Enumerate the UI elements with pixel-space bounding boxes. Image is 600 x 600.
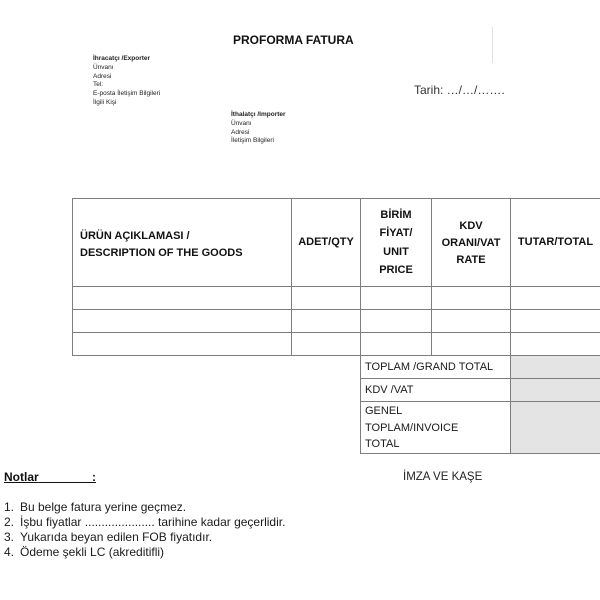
goods-table [72,198,600,454]
column-header-quantity [291,198,361,287]
note-number: 4. [4,545,15,559]
importer-field-title: Ünvanı [231,119,252,127]
date-field: Tarih: …/…/……. [414,83,505,97]
importer-block [231,111,286,146]
note-item [4,500,285,515]
total-label-line: TOPLAM/INVOICE [365,421,459,434]
exporter-field-phone: Tel: [93,81,104,89]
importer-heading: İthalatçı /Importer [231,111,286,118]
exporter-heading: İhracatçı /Exporter [93,55,151,62]
invoice-total-label [360,401,511,454]
table-cell-description [72,332,292,356]
note-item [4,545,285,560]
table-cell-total [510,309,600,333]
column-header-description [72,198,292,287]
table-cell-unit-price [360,332,432,356]
page-edge-line [492,27,493,63]
table-cell-description [72,286,292,310]
grand-total-label [360,355,511,379]
exporter-field-address: Adresi [93,72,112,80]
notes-heading-text: Notlar [4,470,39,484]
column-header-line: ORANI/VAT [441,237,501,249]
exporter-field-email: E-posta İletişim Bilgileri [93,90,161,98]
importer-field-contact: İletişim Bilgileri [231,137,274,145]
table-cell-quantity [291,286,361,310]
table-cell-unit-price [360,286,432,310]
note-item [4,515,285,530]
exporter-field-title: Ünvanı [93,63,114,71]
column-header-line: KDV [459,220,483,232]
document-title: PROFORMA FATURA [233,33,354,47]
table-cell-total [510,332,600,356]
importer-field-address: Adresi [231,128,250,136]
column-header-total [510,198,600,287]
column-header-vat-rate [431,198,511,287]
grand-total-value [510,355,600,379]
column-header-line: ADET/QTY [298,236,354,248]
notes-list [4,500,285,560]
vat-total-label [360,378,511,402]
note-number: 2. [4,515,15,529]
column-header-line: DESCRIPTION OF THE GOODS [80,246,243,259]
exporter-field-contact: İlgili Kişi [93,98,117,106]
exporter-block [93,55,160,108]
invoice-total-value [510,401,600,454]
note-item [4,530,285,545]
vat-total-value [510,378,600,402]
total-label-line: KDV /VAT [365,384,414,396]
table-cell-description [72,309,292,333]
table-cell-vat-rate [431,286,511,310]
note-number: 1. [4,500,15,514]
column-header-line: PRICE [379,264,413,276]
column-header-unit-price [360,198,432,287]
column-header-line: RATE [456,254,486,266]
total-label-line: TOPLAM /GRAND TOTAL [365,361,494,373]
table-cell-quantity [291,309,361,333]
notes-heading [4,470,96,484]
note-text: Ödeme şekli LC (akreditifli) [20,545,165,559]
note-text: Bu belge fatura yerine geçmez. [20,500,187,514]
signature-label: İMZA VE KAŞE [403,471,483,483]
table-cell-vat-rate [431,332,511,356]
note-text: Yukarıda beyan edilen FOB fiyatıdır. [20,530,213,544]
notes-heading-colon: : [92,470,97,484]
table-cell-vat-rate [431,309,511,333]
notes-heading-gap [39,470,92,484]
table-cell-quantity [291,332,361,356]
total-label-line: GENEL [365,405,403,417]
total-label-line: TOTAL [365,438,400,450]
table-cell-unit-price [360,309,432,333]
note-text: İşbu fiyatlar ..................... tarihine kadar geçerlidir. [20,515,286,529]
note-number: 3. [4,530,15,544]
column-header-line: FİYAT/ [379,227,413,239]
column-header-line: ÜRÜN AÇIKLAMASI / [80,229,190,242]
column-header-line: UNIT [383,245,409,258]
column-header-line: TUTAR/TOTAL [517,236,594,248]
column-header-line: BİRİM [380,208,412,221]
table-cell-total [510,286,600,310]
